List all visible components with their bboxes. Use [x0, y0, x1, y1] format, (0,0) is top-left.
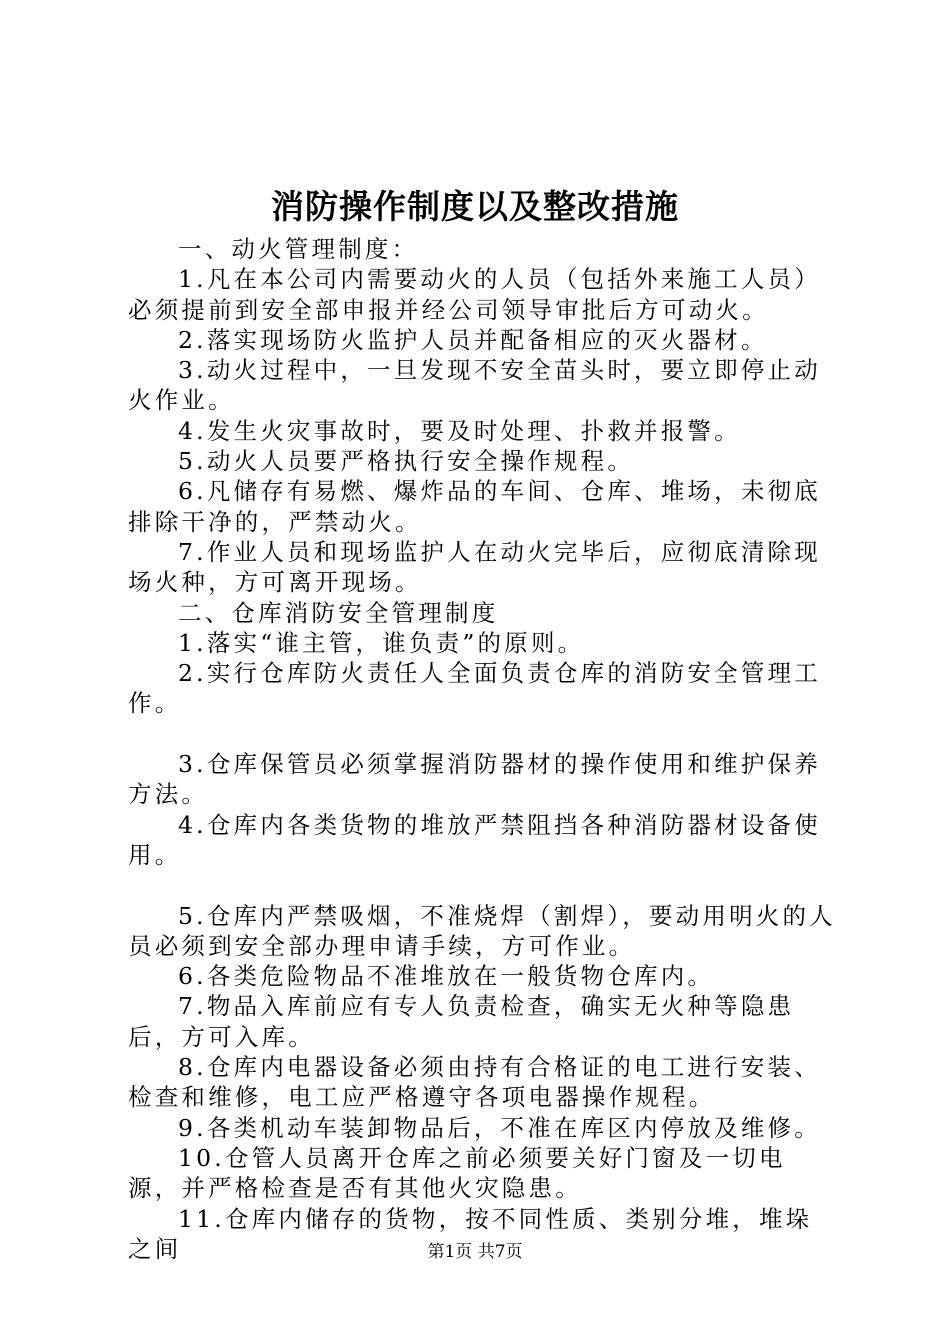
- section-heading: 一、动火管理制度：: [178, 235, 419, 263]
- paragraph: 5.仓库内严禁吸烟，不准烧焊（割焊），要动用明火的人员必须到安全部办理申请手续，方可作业。: [128, 901, 836, 960]
- paragraph: 1.凡在本公司内需要动火的人员（包括外来施工人员）必须提前到安全部申报并经公司领导审批后方可动火。: [128, 265, 821, 324]
- paragraph: 10.仓管人员离开仓库之前必须要关好门窗及一切电源，并严格检查是否有其他火灾隐患。: [128, 1143, 786, 1203]
- section-heading: 二、仓库消防安全管理制度: [178, 598, 499, 627]
- paragraph: 11.仓库内储存的货物，按不同性质、类别分堆，堆垛之间: [128, 1204, 813, 1263]
- paragraph: 7.物品入库前应有专人负责检查，确实无火种等隐患后，方可入库。: [128, 992, 795, 1051]
- paragraph: 4.发生火灾事故时，要及时处理、扑救并报警。: [178, 416, 741, 445]
- blank-line: [128, 719, 838, 749]
- blank-line: [128, 870, 838, 900]
- paragraph: 9.各类机动车装卸物品后，不准在库区内停放及维修。: [178, 1113, 821, 1142]
- paragraph: 7.作业人员和现场监护人在动火完毕后，应彻底清除现场火种，方可离开现场。: [128, 537, 821, 597]
- document-title: 消防操作制度以及整改措施: [271, 187, 679, 226]
- paragraph: 6.各类危险物品不准堆放在一般货物仓库内。: [178, 962, 715, 991]
- paragraph: 6.凡储存有易燃、爆炸品的车间、仓库、堆场，未彻底排除干净的，严禁动火。: [128, 477, 821, 536]
- paragraph: 3.仓库保管员必须掌握消防器材的操作使用和维护保养方法。: [128, 750, 821, 809]
- paragraph: 2.实行仓库防火责任人全面负责仓库的消防安全管理工作。: [128, 659, 821, 718]
- paragraph: 2.落实现场防火监护人员并配备相应的灭火器材。: [178, 325, 768, 354]
- paragraph: 3.动火过程中，一旦发现不安全苗头时，要立即停止动火作业。: [128, 356, 821, 415]
- document-body: [128, 234, 838, 1264]
- page-footer: 第1页 共7页: [427, 1242, 523, 1262]
- paragraph: 8.仓库内电器设备必须由持有合格证的电工进行安装、检查和维修，电工应严格遵守各项电器操作规程。: [128, 1053, 821, 1112]
- paragraph: 4.仓库内各类货物的堆放严禁阻挡各种消防器材设备使用。: [128, 810, 821, 869]
- paragraph: 5.动火人员要严格执行安全操作规程。: [178, 447, 635, 476]
- paragraph: 1.落实“谁主管，谁负责”的原则。: [178, 628, 585, 657]
